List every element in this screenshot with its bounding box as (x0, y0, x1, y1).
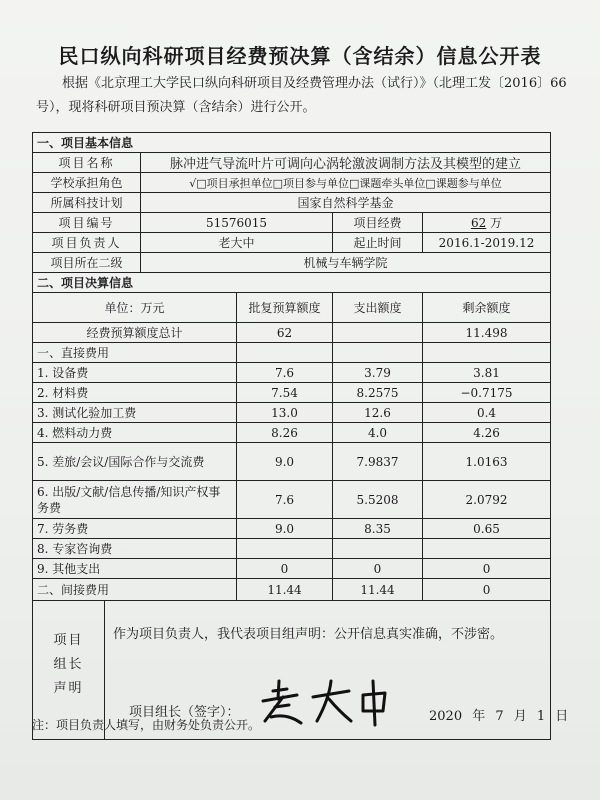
table-row (33, 519, 551, 539)
table-cell (333, 343, 423, 363)
table-row (33, 539, 551, 559)
college-label: 项目所在二级 (33, 253, 141, 273)
total-remaining: 11.498 (423, 323, 551, 343)
cost-item-remaining: 4.26 (423, 423, 551, 443)
cost-item-approved: 0 (237, 559, 333, 579)
table-row (33, 403, 551, 423)
school-role-label: 学校承担角色 (33, 173, 141, 193)
table-cell (237, 343, 333, 363)
cost-item-spent: 8.2575 (333, 383, 423, 403)
cost-item-approved: 9.0 (237, 519, 333, 539)
indirect-costs-label: 二、间接费用 (33, 579, 237, 601)
project-funds-unit: 万 (490, 216, 503, 230)
cost-item-remaining: 1.0163 (423, 443, 551, 481)
table-row (33, 559, 551, 579)
cost-item-remaining: 0.65 (423, 519, 551, 539)
signature-date: 2020 年 7 月 1 日 (429, 709, 569, 724)
indirect-approved: 11.44 (237, 579, 333, 601)
cost-item-label: 2. 材料费 (33, 383, 237, 403)
cost-item-label: 5. 差旅/会议/国际合作与交流费 (33, 443, 237, 481)
period-value: 2016.1-2019.12 (423, 233, 551, 253)
cost-item-label: 9. 其他支出 (33, 559, 237, 579)
project-funds-value: 62 (470, 216, 487, 230)
cost-item-label: 8. 专家咨询费 (33, 539, 237, 559)
indirect-remaining: 0 (423, 579, 551, 601)
footnote: 注：项目负责人填写，由财务处负责公开。 (32, 718, 261, 732)
signature-label: 项目组长（签字）： (129, 705, 240, 720)
cost-item-approved: 7.6 (237, 363, 333, 383)
project-code-label: 项目编号 (33, 213, 141, 233)
total-spent (333, 323, 423, 343)
page-title: 民口纵向科研项目经费预决算（含结余）信息公开表 (58, 44, 542, 68)
project-funds-label: 项目经费 (333, 213, 423, 233)
cost-item-spent (333, 539, 423, 559)
project-name-label: 项目名称 (33, 153, 141, 173)
cost-item-spent: 0 (333, 559, 423, 579)
table-row (33, 443, 551, 481)
cost-item-label: 3. 测试化验加工费 (33, 403, 237, 423)
project-leader-value: 老大中 (141, 233, 333, 253)
handwritten-signature (257, 677, 407, 727)
cost-item-spent: 5.5208 (333, 481, 423, 519)
project-code-value: 51576015 (141, 213, 333, 233)
cost-item-label: 6. 出版/文献/信息传播/知识产权事务费 (33, 481, 237, 519)
cost-item-label: 4. 燃料动力费 (33, 423, 237, 443)
cost-item-approved: 8.26 (237, 423, 333, 443)
cost-item-label: 1. 设备费 (33, 363, 237, 383)
approved-header: 批复预算额度 (237, 293, 333, 323)
cost-item-spent: 3.79 (333, 363, 423, 383)
cost-item-remaining: 3.81 (423, 363, 551, 383)
college-value: 机械与车辆学院 (141, 253, 551, 273)
table-row (33, 423, 551, 443)
project-name-value: 脉冲进气导流叶片可调向心涡轮激波调制方法及其模型的建立 (141, 153, 551, 173)
table-row (33, 579, 551, 601)
section-basic-heading: 一、项目基本信息 (33, 133, 551, 153)
info-table (32, 132, 569, 740)
section-final-heading: 二、项目决算信息 (33, 273, 551, 293)
cost-item-approved (237, 539, 333, 559)
signature-section-label: 项目组长声明 (53, 633, 84, 696)
table-row (33, 383, 551, 403)
cost-item-remaining: 0 (423, 559, 551, 579)
cost-item-approved: 7.6 (237, 481, 333, 519)
cost-item-remaining: −0.7175 (423, 383, 551, 403)
plan-value: 国家自然科学基金 (141, 193, 551, 213)
spent-header: 支出额度 (333, 293, 423, 323)
table-row (33, 363, 551, 383)
cost-item-remaining: 2.0792 (423, 481, 551, 519)
project-leader-label: 项目负责人 (33, 233, 141, 253)
declaration-text: 作为项目负责人，我代表项目组声明：公开信息真实准确，不涉密。 (113, 627, 504, 642)
cost-item-remaining (423, 539, 551, 559)
cost-item-approved: 7.54 (237, 383, 333, 403)
remaining-header: 剩余额度 (423, 293, 551, 323)
cost-item-spent: 4.0 (333, 423, 423, 443)
table-cell (423, 343, 551, 363)
cost-item-spent: 12.6 (333, 403, 423, 423)
unit-header: 单位：万元 (33, 293, 237, 323)
period-label: 起止时间 (333, 233, 423, 253)
project-funds-cell (423, 213, 551, 233)
cost-item-spent: 7.9837 (333, 443, 423, 481)
cost-item-approved: 13.0 (237, 403, 333, 423)
intro-paragraph: 根据《北京理工大学民口纵向科研项目及经费管理办法（试行）》（北理工发〔2016〕66号），现将科研项目预决算（含结余）进行公开。 (36, 76, 567, 115)
total-label: 经费预算额度总计 (33, 323, 237, 343)
total-approved: 62 (237, 323, 333, 343)
cost-item-approved: 9.0 (237, 443, 333, 481)
indirect-spent: 11.44 (333, 579, 423, 601)
table-row (33, 481, 551, 519)
cost-item-remaining: 0.4 (423, 403, 551, 423)
cost-item-label: 7. 劳务费 (33, 519, 237, 539)
direct-costs-heading: 一、直接费用 (33, 343, 237, 363)
cost-item-spent: 8.35 (333, 519, 423, 539)
plan-label: 所属科技计划 (33, 193, 141, 213)
school-role-value: √□项目承担单位□项目参与单位□课题牵头单位□课题参与单位 (141, 173, 551, 193)
